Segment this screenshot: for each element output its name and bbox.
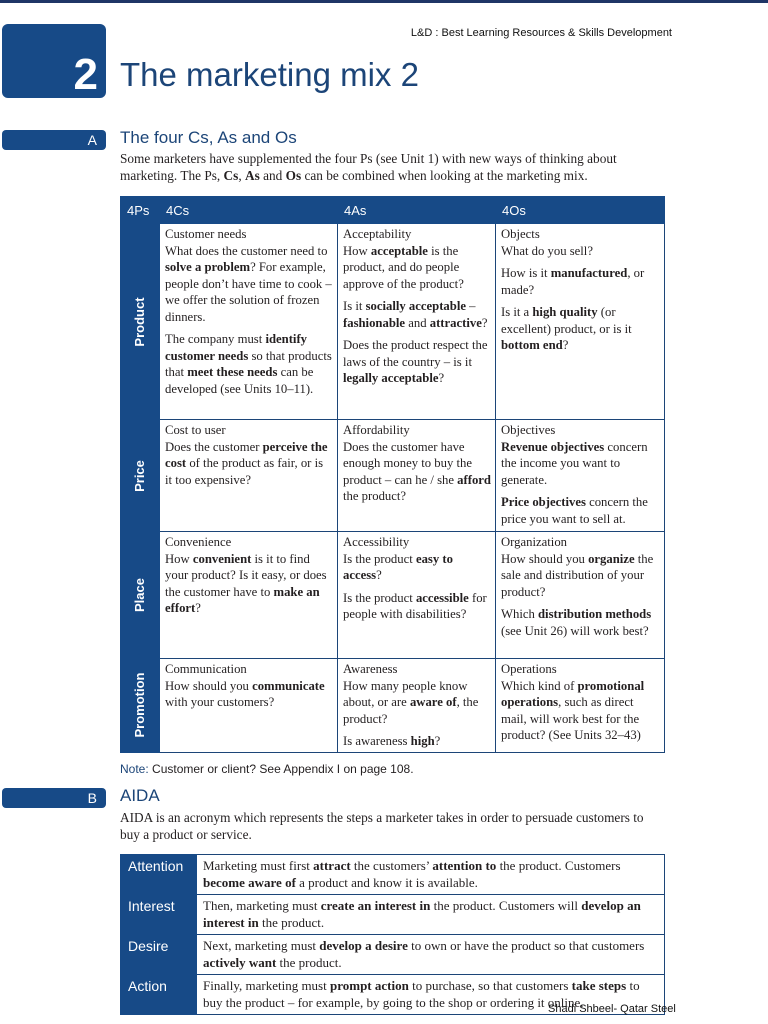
table-cell: [338, 532, 496, 659]
table-cell: [160, 532, 338, 659]
table-row-place: [121, 532, 665, 659]
row-label-cell: [121, 420, 160, 532]
header-4as: 4As: [338, 197, 496, 224]
row-label: Place: [131, 578, 147, 612]
page-title: The marketing mix 2: [120, 56, 419, 93]
aida-table: [120, 854, 665, 1015]
aida-term: Action: [121, 975, 197, 1015]
header-4ps: 4Ps: [121, 197, 160, 224]
cell-paragraph: Affordability Does the customer have enough money to buy the product – can he / she afford the product?: [343, 423, 491, 503]
aida-description: Finally, marketing must prompt action to purchase, so that customers take steps to buy the product – for example, by going to the shop or ordering it online.: [197, 975, 665, 1015]
table-cell: [496, 224, 665, 420]
note: [120, 762, 414, 776]
row-label-cell: [121, 224, 160, 420]
header-4cs: 4Cs: [160, 197, 338, 224]
cell-paragraph: The company must identify customer needs so that products that meet these needs can be developed (see Units 10–11).: [165, 332, 332, 396]
aida-row-interest: [121, 895, 665, 935]
table-row-price: [121, 420, 665, 532]
table-cell: [338, 659, 496, 753]
aida-description: Next, marketing must develop a desire to own or have the product so that customers actively want the product.: [197, 935, 665, 975]
cell-paragraph: Customer needs What does the customer need to solve a problem? For example, people don’t have time to cook – we offer the solution of frozen dinners.: [165, 227, 332, 324]
cell-paragraph: Cost to user Does the customer perceive the cost of the product as fair, or is it too expensive?: [165, 423, 328, 487]
cell-paragraph: Objectives Revenue objectives concern the income you want to generate.: [501, 423, 648, 487]
footer-credit: Shadi Shbeel- Qatar Steel: [548, 1003, 676, 1015]
table-cell: [338, 420, 496, 532]
section-b-title: AIDA: [120, 786, 160, 805]
cell-paragraph: How is it manufactured, or made?: [501, 266, 645, 297]
note-text: Customer or client? See Appendix I on page 108.: [148, 762, 414, 776]
marketing-mix-table: [120, 196, 665, 753]
cell-paragraph: Is it socially acceptable – fashionable and attractive?: [343, 299, 488, 330]
aida-term: Desire: [121, 935, 197, 975]
aida-term: Interest: [121, 895, 197, 935]
aida-term: Attention: [121, 855, 197, 895]
table-row-product: [121, 224, 665, 420]
cell-paragraph: Which distribution methods (see Unit 26) will work best?: [501, 607, 652, 638]
aida-row-desire: [121, 935, 665, 975]
section-a-intro: Some marketers have supplemented the four Ps (see Unit 1) with new ways of thinking about marketing. The Ps, Cs, As and Os can be combined when looking at the marketing mix.: [120, 151, 617, 183]
section-b-tab: B: [2, 788, 106, 808]
row-label: Promotion: [131, 672, 147, 738]
table-cell: [496, 420, 665, 532]
cell-paragraph: Is awareness high?: [343, 734, 441, 748]
table-cell: [338, 224, 496, 420]
table-cell: [160, 659, 338, 753]
cell-paragraph: Awareness How many people know about, or are aware of, the product?: [343, 662, 479, 726]
unit-number-block: 2: [2, 24, 106, 98]
cell-paragraph: Communication How should you communicate with your customers?: [165, 662, 325, 709]
cell-paragraph: Organization How should you organize the sale and distribution of your product?: [501, 535, 654, 599]
cell-paragraph: Operations Which kind of promotional operations, such as direct mail, will work best for the product? (See Units 32–43): [501, 662, 645, 742]
cell-paragraph: Is it a high quality (or excellent) product, or is it bottom end?: [501, 305, 632, 352]
cell-paragraph: Does the product respect the laws of the country – is it legally acceptable?: [343, 338, 488, 385]
aida-description: Then, marketing must create an interest in the product. Customers will develop an interest in the product.: [197, 895, 665, 935]
table-cell: [160, 420, 338, 532]
row-label-cell: [121, 532, 160, 659]
cell-paragraph: Acceptability How acceptable is the product, and do people approve of the product?: [343, 227, 464, 291]
row-label: Product: [131, 296, 147, 347]
section-a-tab: A: [2, 130, 106, 150]
row-label-cell: [121, 659, 160, 753]
cell-paragraph: Is the product accessible for people with disabilities?: [343, 590, 487, 621]
header-source: L&D : Best Learning Resources & Skills Development: [410, 27, 672, 39]
top-rule: [0, 0, 768, 3]
note-label: Note:: [120, 762, 149, 776]
table-cell: [496, 659, 665, 753]
cell-paragraph: Accessibility Is the product easy to access?: [343, 535, 453, 582]
table-row-promotion: [121, 659, 665, 753]
cell-paragraph: Objects What do you sell?: [501, 227, 593, 258]
row-label: Price: [131, 459, 147, 492]
section-b-intro: AIDA is an acronym which represents the steps a marketer takes in order to persuade customers to buy a product or service.: [120, 810, 644, 842]
section-a-title: The four Cs, As and Os: [120, 128, 297, 147]
table-header-row: [121, 197, 665, 224]
aida-row-attention: [121, 855, 665, 895]
table-cell: [496, 532, 665, 659]
table-cell: [160, 224, 338, 420]
cell-paragraph: Price objectives concern the price you want to sell at.: [501, 495, 648, 526]
cell-paragraph: Convenience How convenient is it to find your product? Is it easy, or does the customer have to make an effort?: [165, 535, 327, 615]
header-4os: 4Os: [496, 197, 665, 224]
aida-description: Marketing must first attract the customers’ attention to the product. Customers become aware of a product and know it is available.: [197, 855, 665, 895]
